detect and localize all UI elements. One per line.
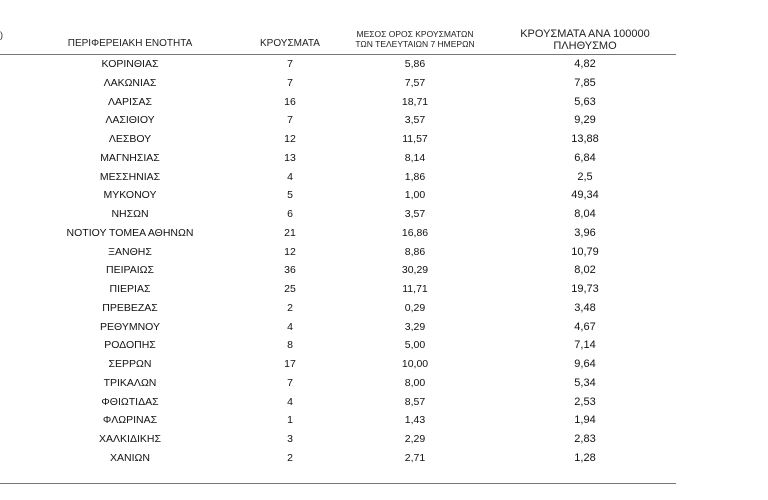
cell-region: ΡΕΘΥΜΝΟΥ [99,320,160,333]
cell-avg-7-days: 0,29 [404,301,426,314]
cell-cases: 21 [284,226,296,239]
table-row [0,205,676,224]
cell-cases: 6 [287,208,293,220]
cell-region: ΡΟΔΟΠΗΣ [104,339,156,352]
cell-per-100000: 1,28 [574,451,596,464]
cell-per-100000: 13,88 [571,133,599,145]
cell-region: ΦΛΩΡΙΝΑΣ [102,414,158,427]
table-row [0,168,676,187]
cell-cases: 3 [287,433,293,445]
cell-cases: 12 [284,245,296,258]
cell-avg-7-days: 1,86 [404,170,426,183]
cell-per-100000: 4,67 [574,320,596,333]
header-region: ΠΕΡΙΦΕΡΕΙΑΚΗ ΕΝΟΤΗΤΑ [67,38,193,49]
cell-region: ΛΑΡΙΣΑΣ [108,95,152,108]
cell-avg-7-days: 7,57 [404,76,426,89]
header-per100k-line2: ΠΛΗΘΥΣΜΟ [553,40,617,52]
table-row [0,261,676,280]
cell-avg-7-days: 5,00 [404,339,426,352]
cell-avg-7-days: 5,86 [404,58,426,70]
cell-per-100000: 3,48 [574,301,596,314]
cell-region: ΛΑΚΩΝΙΑΣ [103,76,157,89]
cell-cases: 4 [287,170,293,183]
cell-cases: 7 [287,76,293,89]
cell-per-100000: 5,63 [574,95,596,108]
cell-per-100000: 2,5 [577,170,593,183]
table-bottom-divider [0,483,676,484]
cell-region: ΧΑΝΙΩΝ [110,451,150,464]
left-edge-mark: ) [0,30,3,40]
cell-cases: 5 [287,189,293,202]
cell-per-100000: 9,64 [574,358,596,370]
table-body [0,55,676,468]
cell-region: ΝΟΤΙΟΥ ΤΟΜΕΑ ΑΘΗΝΩΝ [66,226,194,239]
header-per100k-line1: ΚΡΟΥΣΜΑΤΑ ΑΝΑ 100000 [520,28,650,40]
cell-per-100000: 2,53 [574,395,596,408]
table-row [0,449,676,468]
table-row [0,55,676,74]
cell-cases: 4 [287,395,293,408]
table-row [0,280,676,299]
cell-cases: 7 [287,58,293,70]
cell-region: ΚΟΡΙΝΘΙΑΣ [101,58,159,70]
cell-region: ΜΑΓΝΗΣΙΑΣ [100,151,160,164]
cell-cases: 2 [287,301,293,314]
table-row [0,243,676,262]
cell-per-100000: 8,04 [574,208,596,220]
cell-cases: 4 [287,320,293,333]
cell-region: ΜΕΣΣΗΝΙΑΣ [99,170,161,183]
cell-region: ΠΕΙΡΑΙΩΣ [106,264,154,277]
cell-cases: 16 [284,95,296,108]
cell-region: ΛΑΣΙΘΙΟΥ [105,114,155,127]
cell-region: ΞΑΝΘΗΣ [108,245,152,258]
cell-region: ΦΘΙΩΤΙΔΑΣ [101,395,159,408]
cell-avg-7-days: 11,71 [402,283,428,295]
table-row [0,430,676,449]
cell-avg-7-days: 3,57 [404,114,426,127]
header-avg-7-days [340,29,490,49]
cell-per-100000: 9,29 [574,114,596,127]
table-row [0,393,676,412]
cell-cases: 8 [287,339,293,352]
cell-avg-7-days: 2,29 [404,433,426,445]
cell-avg-7-days: 1,43 [404,414,426,427]
cell-avg-7-days: 30,29 [401,264,429,277]
cell-region: ΤΡΙΚΑΛΩΝ [103,376,157,389]
cell-cases: 2 [287,451,293,464]
cell-cases: 1 [287,414,293,427]
cell-avg-7-days: 10,00 [401,358,429,370]
cell-per-100000: 10,79 [571,245,599,258]
cell-per-100000: 1,94 [574,414,596,427]
cell-per-100000: 7,85 [574,76,596,89]
cell-cases: 7 [287,376,293,389]
cell-region: ΧΑΛΚΙΔΙΚΗΣ [99,433,161,445]
cell-region: ΝΗΣΩΝ [111,208,149,220]
cell-per-100000: 6,84 [574,151,596,164]
cell-avg-7-days: 16,86 [401,226,429,239]
cell-avg-7-days: 1,00 [404,189,426,202]
cell-avg-7-days: 18,71 [401,95,429,108]
table-row [0,299,676,318]
table-row [0,149,676,168]
cell-per-100000: 19,73 [571,283,599,295]
cell-avg-7-days: 8,57 [404,395,426,408]
header-cases-per-100000 [497,28,673,52]
cell-cases: 13 [284,151,296,164]
cell-region: ΣΕΡΡΩΝ [108,358,152,370]
table-row [0,130,676,149]
cell-region: ΛΕΣΒΟΥ [108,133,152,145]
cell-per-100000: 7,14 [574,339,596,352]
table-row [0,318,676,337]
cell-avg-7-days: 8,86 [404,245,426,258]
header-avg-line2: ΤΩΝ ΤΕΛΕΥΤΑΙΩΝ 7 ΗΜΕΡΩΝ [355,39,475,49]
table-row [0,186,676,205]
cell-avg-7-days: 8,14 [404,151,426,164]
cell-cases: 12 [284,133,296,145]
cell-cases: 17 [284,358,296,370]
cell-per-100000: 3,96 [574,226,596,239]
cell-per-100000: 2,83 [574,433,596,445]
cell-avg-7-days: 3,29 [404,320,426,333]
cell-region: ΠΙΕΡΙΑΣ [109,283,151,295]
cell-avg-7-days: 11,57 [402,133,428,145]
cell-per-100000: 5,34 [574,376,596,389]
cell-cases: 7 [287,114,293,127]
table-row [0,111,676,130]
cell-per-100000: 4,82 [574,58,596,70]
table-row [0,93,676,112]
cell-per-100000: 49,34 [571,189,599,202]
table-row [0,411,676,430]
cell-avg-7-days: 2,71 [404,451,426,464]
cell-cases: 36 [284,264,296,277]
header-avg-line1: ΜΕΣΟΣ ΟΡΟΣ ΚΡΟΥΣΜΑΤΩΝ [356,29,474,39]
cell-region: ΠΡΕΒΕΖΑΣ [102,301,158,314]
cell-per-100000: 8,02 [574,264,596,277]
table-row [0,224,676,243]
table-row [0,336,676,355]
cell-region: ΜΥΚΟΝΟΥ [103,189,157,202]
table-row [0,374,676,393]
table-row [0,355,676,374]
header-cases: ΚΡΟΥΣΜΑΤΑ [260,38,320,49]
cell-cases: 25 [284,283,296,295]
table-row [0,74,676,93]
cell-avg-7-days: 8,00 [404,376,426,389]
cell-avg-7-days: 3,57 [404,208,426,220]
